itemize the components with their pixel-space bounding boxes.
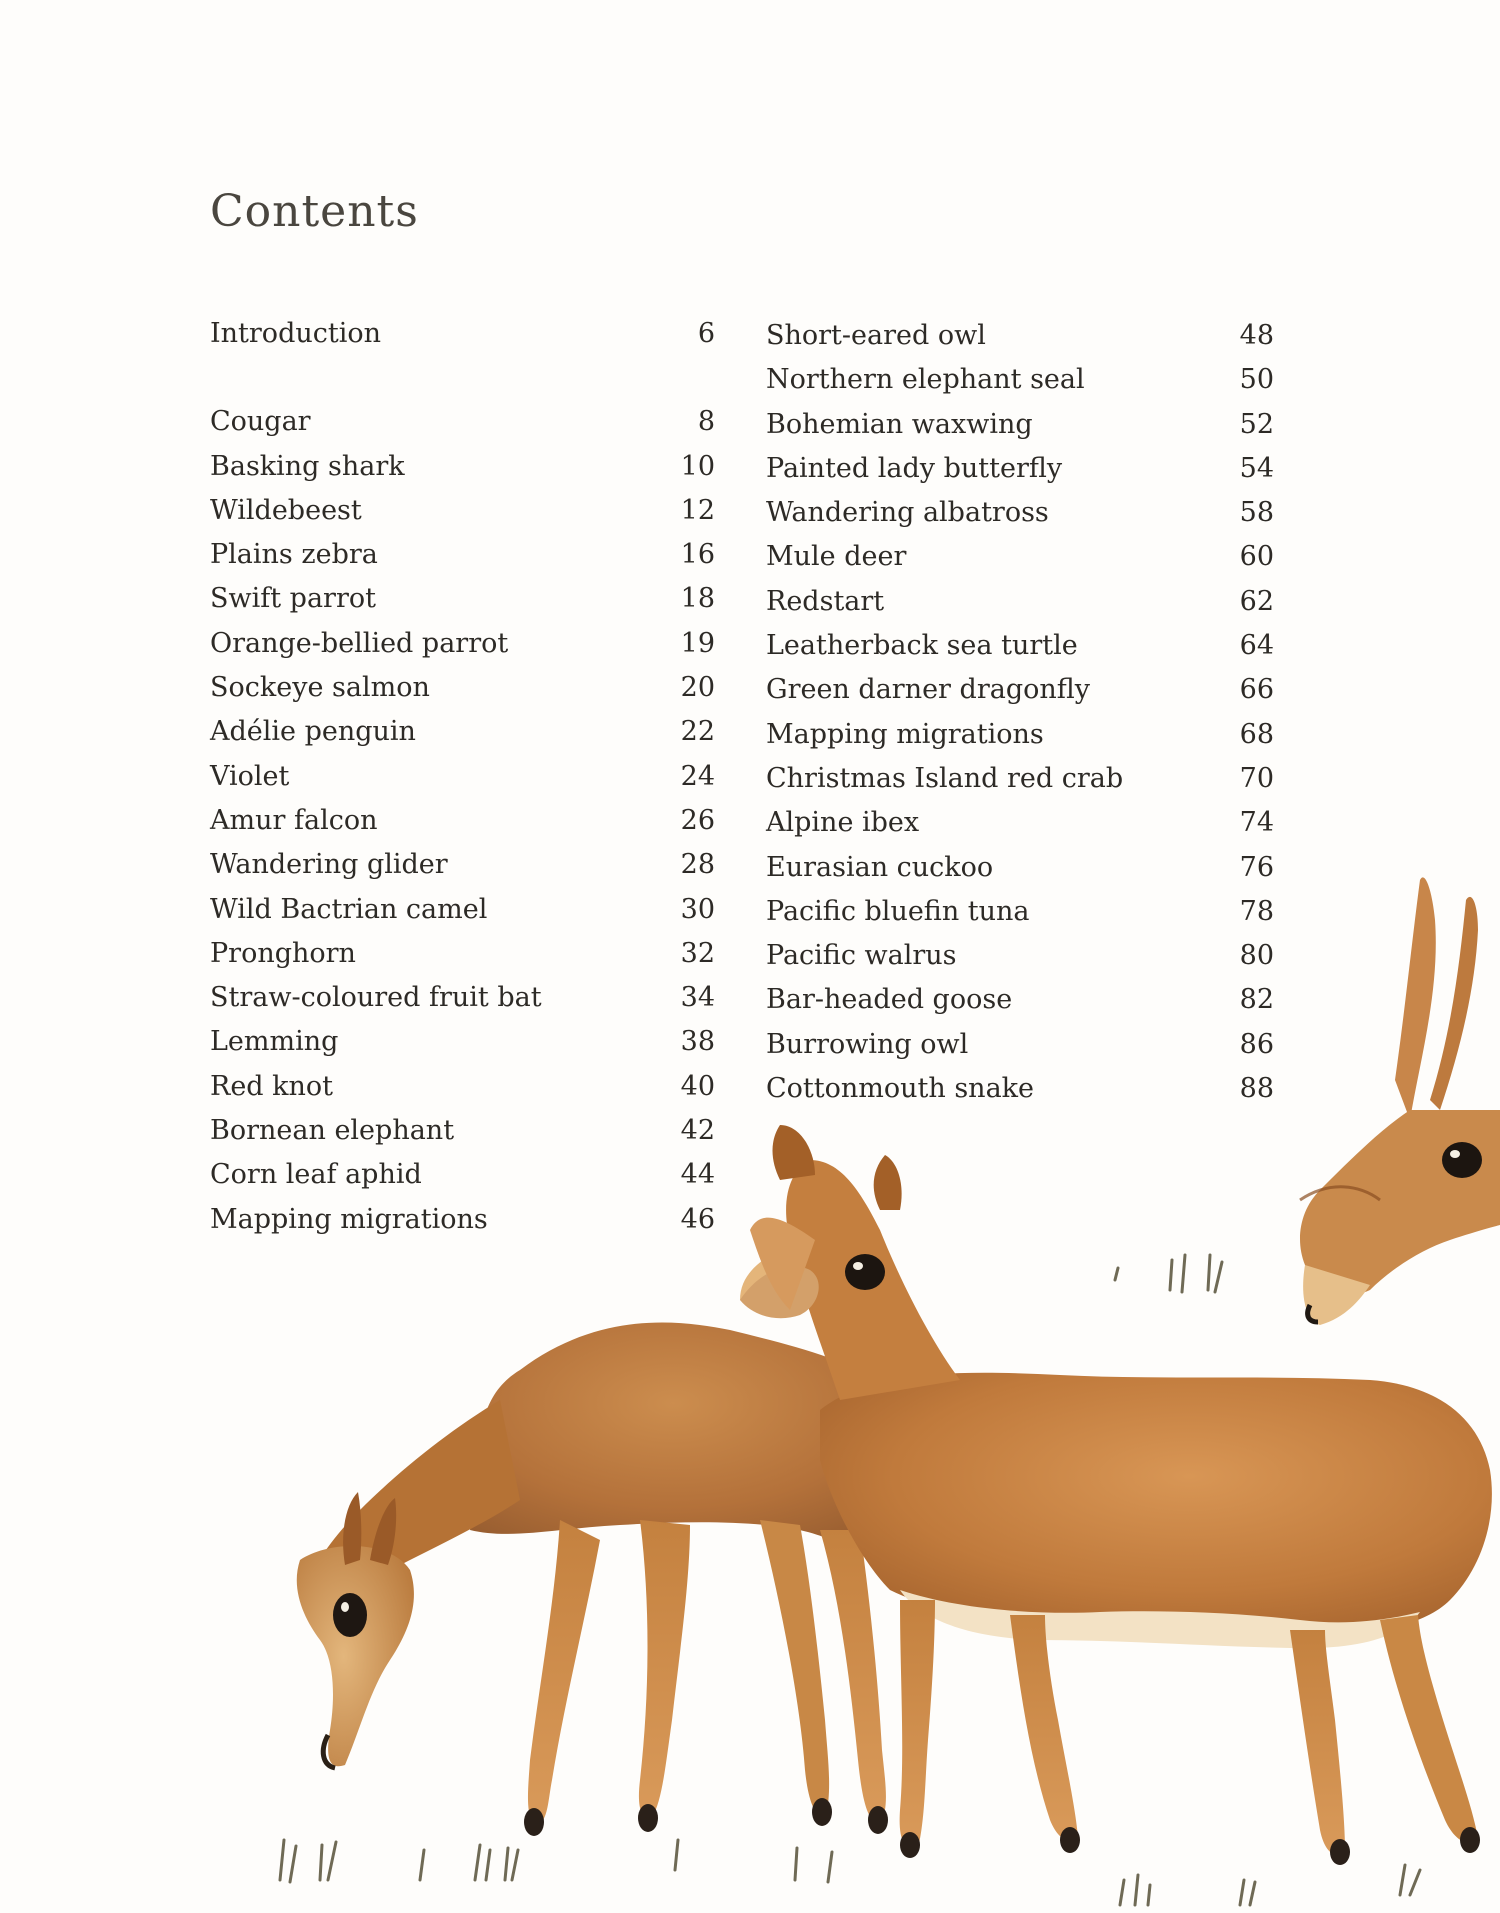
toc-entry-label: Adélie penguin (210, 716, 416, 748)
toc-entry-page: 24 (680, 760, 715, 792)
toc-entry[interactable] (210, 755, 715, 799)
toc-entry[interactable] (210, 932, 715, 976)
standing-antelope (740, 1125, 1492, 1865)
toc-entry-page: 19 (680, 627, 715, 659)
toc-entry-page: 38 (680, 1026, 715, 1058)
toc-entry-page: 32 (680, 937, 715, 969)
toc-entry-page: 70 (1239, 762, 1274, 794)
toc-entry-label: Basking shark (210, 450, 405, 482)
toc-entry-label: Red knot (210, 1070, 334, 1102)
toc-entry[interactable] (210, 1153, 715, 1197)
toc-entry-page: 42 (680, 1115, 715, 1147)
toc-entry-label: Bohemian waxwing (766, 408, 1033, 440)
toc-entry[interactable] (766, 403, 1274, 447)
toc-entry[interactable] (210, 577, 715, 621)
toc-entry-page: 82 (1239, 984, 1274, 1016)
toc-entry-page: 62 (1239, 585, 1274, 617)
toc-entry[interactable] (766, 491, 1274, 535)
toc-entry-page: 46 (680, 1203, 715, 1235)
toc-entry[interactable] (210, 445, 715, 489)
toc-entry-label: Eurasian cuckoo (766, 851, 994, 883)
toc-entry[interactable] (210, 1020, 715, 1064)
toc-entry-label: Pacific walrus (766, 940, 957, 972)
toc-entry-label: Burrowing owl (766, 1028, 969, 1060)
toc-entry-page: 60 (1239, 541, 1274, 573)
toc-entry-page: 88 (1239, 1073, 1274, 1105)
toc-entry-label: Redstart (766, 585, 885, 617)
toc-entry[interactable] (210, 533, 715, 577)
toc-entry[interactable] (210, 888, 715, 932)
toc-entry-page: 64 (1239, 630, 1274, 662)
toc-entry[interactable] (766, 1067, 1274, 1111)
toc-entry-page: 48 (1239, 320, 1274, 351)
toc-entry-page: 40 (680, 1070, 715, 1102)
toc-entry[interactable] (210, 710, 715, 754)
toc-entry-page: 66 (1239, 674, 1274, 706)
toc-entry-label: Wandering albatross (766, 497, 1049, 529)
toc-entry[interactable] (210, 1198, 715, 1242)
toc-entry-label: Violet (210, 760, 290, 792)
toc-entry[interactable] (210, 843, 715, 887)
toc-entry-page: 86 (1239, 1028, 1274, 1060)
toc-entry-label: Pronghorn (210, 937, 356, 969)
toc-entry[interactable] (766, 978, 1274, 1022)
toc-entry-label: Wildebeest (210, 494, 362, 526)
toc-entry-label: Short-eared owl (766, 320, 986, 351)
toc-entry-page: 68 (1239, 718, 1274, 750)
page-title: Contents (210, 186, 419, 237)
toc-entry-label: Green darner dragonfly (766, 674, 1091, 706)
toc-entry-label: Pacific bluefin tuna (766, 895, 1030, 927)
toc-entry-page: 12 (680, 494, 715, 526)
toc-entry-page: 20 (680, 672, 715, 704)
toc-left-column (210, 312, 715, 1242)
toc-entry-page: 10 (680, 450, 715, 482)
toc-entry-page: 16 (680, 539, 715, 571)
toc-entry-page: 44 (680, 1159, 715, 1191)
toc-entry[interactable] (766, 580, 1274, 624)
toc-entry[interactable] (766, 890, 1274, 934)
toc-entry-page: 50 (1239, 364, 1274, 396)
toc-entry[interactable] (766, 358, 1274, 402)
toc-entry-label: Mapping migrations (766, 718, 1044, 750)
grass-tufts (280, 1255, 1420, 1905)
toc-entry[interactable] (766, 314, 1274, 358)
toc-entry[interactable] (210, 666, 715, 710)
toc-entry-label: Cottonmouth snake (766, 1073, 1035, 1105)
toc-entry[interactable] (210, 400, 715, 444)
toc-entry-page: 52 (1239, 408, 1274, 440)
toc-entry-page: 34 (680, 982, 715, 1014)
toc-entry-page: 58 (1239, 497, 1274, 529)
toc-entry-page: 76 (1239, 851, 1274, 883)
toc-entry[interactable] (766, 934, 1274, 978)
toc-entry-page: 6 (697, 318, 715, 349)
toc-entry[interactable] (210, 489, 715, 533)
toc-entry[interactable] (210, 622, 715, 666)
toc-entry[interactable] (766, 801, 1274, 845)
toc-entry-page: 30 (680, 893, 715, 925)
toc-entry-page: 22 (680, 716, 715, 748)
toc-entry-label: Wild Bactrian camel (210, 893, 488, 925)
toc-entry-label: Cougar (210, 406, 311, 438)
toc-entry-page: 80 (1239, 940, 1274, 972)
toc-entry[interactable] (766, 447, 1274, 491)
toc-entry-page: 28 (680, 849, 715, 881)
toc-entry-label: Painted lady butterfly (766, 452, 1063, 484)
toc-entry-page: 78 (1239, 895, 1274, 927)
toc-entry-label: Orange-bellied parrot (210, 627, 509, 659)
toc-entry[interactable] (766, 713, 1274, 757)
toc-entry-page: 18 (680, 583, 715, 615)
toc-entry-label: Sockeye salmon (210, 672, 430, 704)
toc-entry[interactable] (766, 757, 1274, 801)
toc-entry[interactable] (766, 1023, 1274, 1067)
toc-entry[interactable] (210, 1109, 715, 1153)
toc-entry-label: Alpine ibex (766, 807, 920, 839)
toc-entry-page: 74 (1239, 807, 1274, 839)
toc-entry-label: Amur falcon (210, 804, 378, 836)
toc-entry-label: Introduction (210, 318, 381, 349)
toc-entry-label: Corn leaf aphid (210, 1159, 422, 1191)
toc-entry-page: 54 (1239, 452, 1274, 484)
toc-entry[interactable] (210, 976, 715, 1020)
grazing-antelope (297, 1322, 922, 1836)
toc-entry-label: Christmas Island red crab (766, 762, 1124, 794)
toc-entry-label: Lemming (210, 1026, 339, 1058)
toc-entry[interactable] (210, 799, 715, 843)
toc-entry[interactable] (766, 535, 1274, 579)
toc-entry-label: Swift parrot (210, 583, 376, 615)
toc-entry-label: Straw-coloured fruit bat (210, 982, 542, 1014)
toc-entry-label: Bornean elephant (210, 1115, 455, 1147)
toc-entry-page: 26 (680, 804, 715, 836)
toc-entry[interactable] (766, 846, 1274, 890)
toc-entry-label: Wandering glider (210, 849, 448, 881)
toc-entry-label: Bar-headed goose (766, 984, 1013, 1016)
toc-right-column (766, 314, 1274, 1111)
toc-entry-label: Mule deer (766, 541, 907, 573)
toc-entry-label: Leatherback sea turtle (766, 630, 1078, 662)
toc-entry-label: Northern elephant seal (766, 364, 1085, 396)
toc-entry-label: Plains zebra (210, 539, 378, 571)
toc-entry[interactable] (210, 1065, 715, 1109)
toc-entry[interactable] (210, 312, 715, 356)
toc-entry[interactable] (766, 624, 1274, 668)
toc-entry-label: Mapping migrations (210, 1203, 488, 1235)
horned-antelope-head (1300, 877, 1500, 1325)
toc-entry[interactable] (766, 668, 1274, 712)
toc-entry-page: 8 (697, 406, 715, 438)
